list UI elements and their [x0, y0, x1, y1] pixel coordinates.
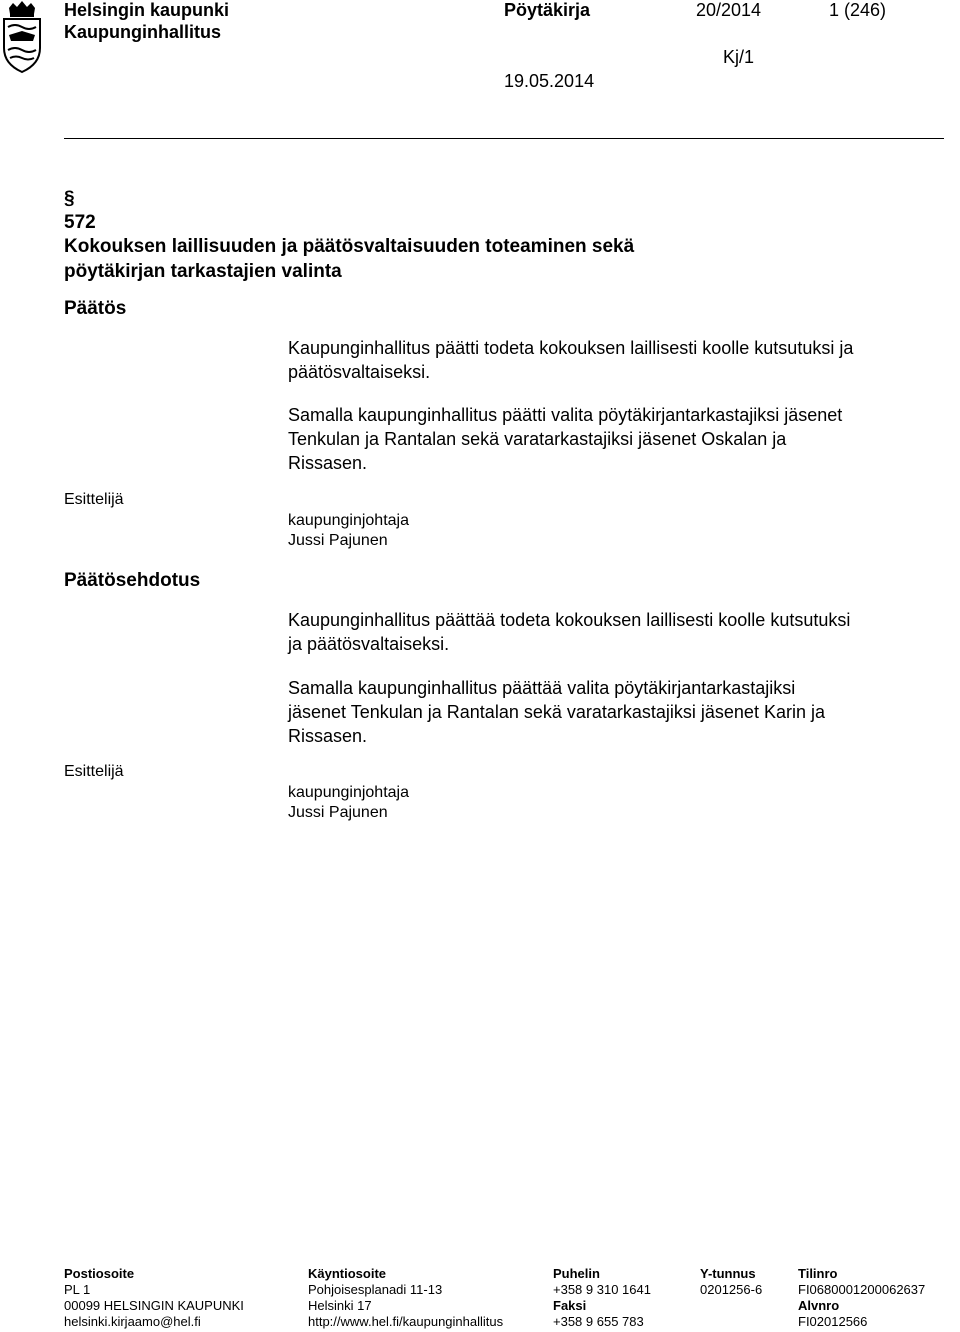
footer-visit-street: Pohjoisesplanadi 11-13 — [308, 1282, 443, 1297]
item-title-line-1: Kokouksen laillisuuden ja päätösvaltaisuuden toteaminen sekä — [64, 236, 635, 257]
minutes-number: 20/2014 — [696, 0, 762, 20]
footer-visit-city: Helsinki 17 — [308, 1298, 372, 1313]
header-divider — [64, 138, 944, 139]
footer-phone — [553, 1266, 651, 1330]
footer-bank — [798, 1266, 925, 1330]
decision-paragraph-2-line-1: Samalla kaupunginhallitus päätti valita pöytäkirjantarkastajiksi jäsenet — [288, 405, 843, 425]
meeting-date: 19.05.2014 — [504, 71, 595, 91]
item-title-line-2: pöytäkirjan tarkastajien valinta — [64, 261, 342, 282]
footer-website-link[interactable]: http://www.hel.fi/kaupunginhallitus — [308, 1314, 504, 1329]
footer-business-id — [700, 1266, 762, 1298]
footer-postal-box: PL 1 — [64, 1282, 91, 1297]
helsinki-coat-of-arms-logo — [0, 0, 44, 76]
footer-account-number: FI0680001200062637 — [798, 1282, 926, 1297]
footer-fax-label: Faksi — [553, 1298, 587, 1313]
proposal-paragraph-1-line-2: ja päätösvaltaiseksi. — [288, 634, 450, 654]
proposal-paragraph-2-line-2: jäsenet Tenkulan ja Rantalan sekä varatarkastajiksi jäsenet Karin ja — [288, 702, 825, 722]
footer-vat-label: Alvnro — [798, 1298, 840, 1313]
proposal-presenter-title: kaupunginjohtaja — [288, 784, 409, 801]
decision-presenter-label: Esittelijä — [64, 491, 124, 508]
footer-vat-number: FI02012566 — [798, 1314, 868, 1329]
footer-ytunnus-value: 0201256-6 — [700, 1282, 763, 1297]
footer-phone-number: +358 9 310 1641 — [553, 1282, 651, 1297]
footer-ytunnus-label: Y-tunnus — [700, 1266, 756, 1281]
footer-email: helsinki.kirjaamo@hel.fi — [64, 1314, 201, 1329]
footer-postal-address — [64, 1266, 244, 1330]
section-sign: § — [64, 188, 75, 209]
organization-name: Helsingin kaupunki — [64, 0, 230, 20]
footer-postal-city: 00099 HELSINGIN KAUPUNKI — [64, 1298, 244, 1313]
proposal-paragraph-2-line-1: Samalla kaupunginhallitus päättää valita pöytäkirjantarkastajiksi — [288, 678, 796, 698]
decision-paragraph-2-line-3: Rissasen. — [288, 453, 368, 473]
footer-account-label: Tilinro — [798, 1266, 838, 1281]
document-type: Pöytäkirja — [504, 0, 591, 20]
decision-paragraph-1-line-1: Kaupunginhallitus päätti todeta kokouksen laillisesti koolle kutsutuksi ja — [288, 338, 854, 358]
footer-visit-label: Käyntiosoite — [308, 1266, 387, 1281]
decision-presenter-name: Jussi Pajunen — [288, 532, 388, 549]
page-number: 1 (246) — [829, 0, 887, 20]
body-name: Kaupunginhallitus — [64, 22, 221, 42]
footer-fax-number: +358 9 655 783 — [553, 1314, 644, 1329]
footer-postal-label: Postiosoite — [64, 1266, 135, 1281]
proposal-paragraph-1-line-1: Kaupunginhallitus päättää todeta kokouksen laillisesti koolle kutsutuksi — [288, 610, 851, 630]
decision-heading: Päätös — [64, 298, 127, 319]
footer-phone-label: Puhelin — [553, 1266, 600, 1281]
decision-paragraph-2-line-2: Tenkulan ja Rantalan sekä varatarkastajiksi jäsenet Oskalan ja — [288, 429, 787, 449]
decision-paragraph-1-line-2: päätösvaltaiseksi. — [288, 362, 431, 382]
footer-visiting-address — [308, 1266, 503, 1330]
reference-code: Kj/1 — [723, 47, 755, 67]
proposal-paragraph-2-line-3: Rissasen. — [288, 726, 368, 746]
proposal-presenter-name: Jussi Pajunen — [288, 804, 388, 821]
proposal-presenter-label: Esittelijä — [64, 763, 124, 780]
item-number: 572 — [64, 212, 96, 233]
decision-presenter-title: kaupunginjohtaja — [288, 512, 409, 529]
proposal-heading: Päätösehdotus — [64, 570, 201, 591]
